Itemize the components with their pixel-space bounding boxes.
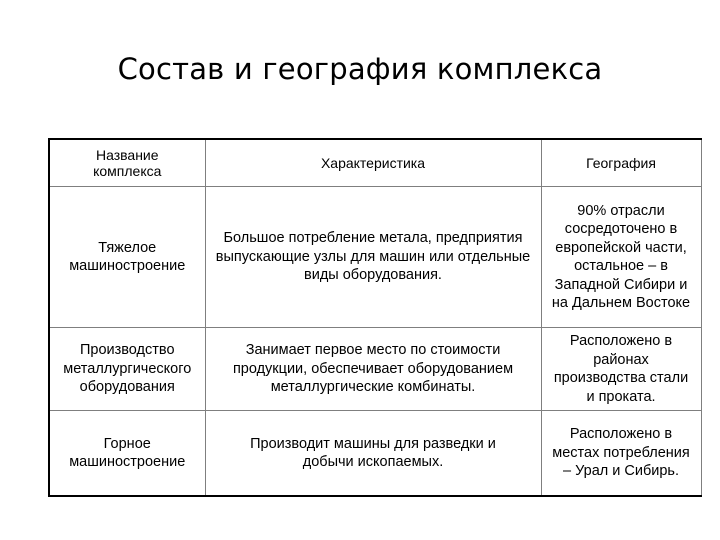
cell-geography: 90% отрасли сосредоточено в европейской части, остальное – в Западной Сибири и на Дальнем Востоке xyxy=(541,187,701,328)
cell-name: Производство металлургического оборудования xyxy=(49,328,205,411)
cell-characteristic: Большое потребление метала, предприятия выпускающие узлы для машин или отдельные виды оборудования. xyxy=(205,187,541,328)
cell-name: Горное машиностроение xyxy=(49,411,205,497)
table-row xyxy=(49,411,701,497)
slide-title: Состав и география комплекса xyxy=(117,52,603,86)
header-characteristic: Характеристика xyxy=(205,139,541,187)
table-row xyxy=(49,328,701,411)
cell-characteristic: Производит машины для разведки и добычи ископаемых. xyxy=(205,411,541,497)
cell-name: Тяжелое машиностроение xyxy=(49,187,205,328)
table-row xyxy=(49,187,701,328)
cell-geography: Расположено в местах потребления – Урал и Сибирь. xyxy=(541,411,701,497)
header-geography: География xyxy=(541,139,701,187)
cell-geography: Расположено в районах производства стали и проката. xyxy=(541,328,701,411)
header-name: Название комплекса xyxy=(49,139,205,187)
complex-table xyxy=(48,138,702,497)
table-header-row xyxy=(49,139,701,187)
cell-characteristic: Занимает первое место по стоимости продукции, обеспечивает оборудованием металлургические комбинаты. xyxy=(205,328,541,411)
